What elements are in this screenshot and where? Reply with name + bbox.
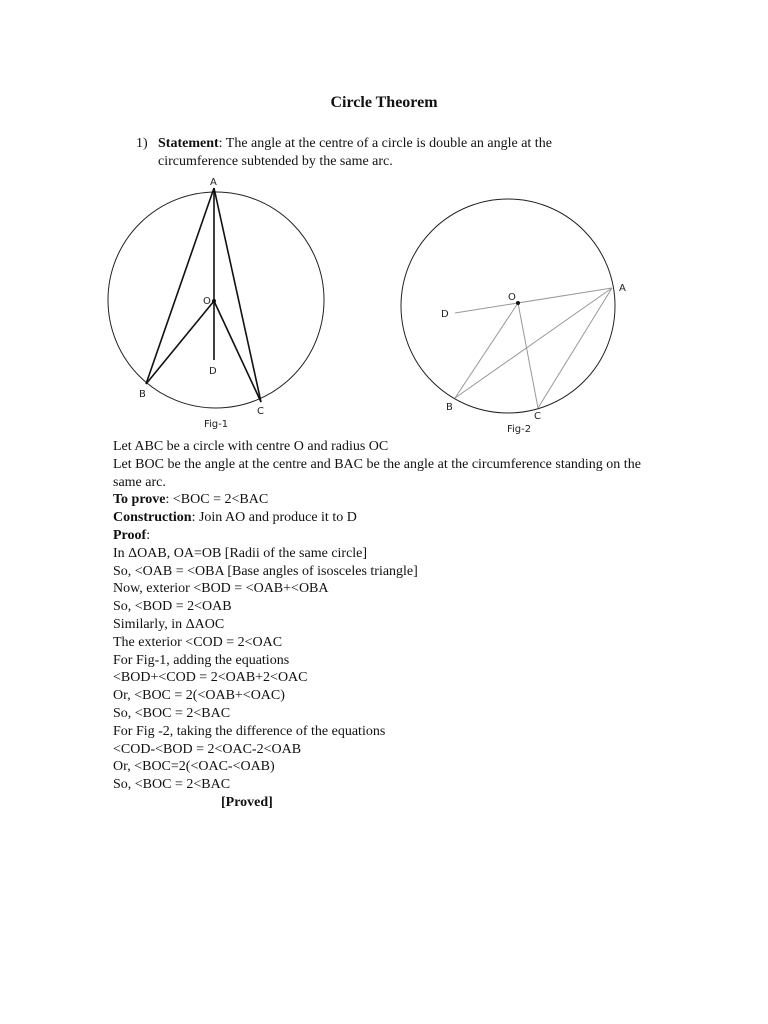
- proof-step: <BOD+<COD = 2<OAB+2<OAC: [113, 670, 308, 686]
- fig2-line-oc: [518, 303, 538, 408]
- construction-label: Construction: [113, 510, 192, 526]
- fig1-label-b: B: [139, 389, 146, 400]
- intro-line-1: Let ABC be a circle with centre O and radius OC: [113, 439, 389, 454]
- proof-step: <COD-<BOD = 2<OAC-2<OAB: [113, 741, 302, 757]
- figures: [0, 170, 768, 445]
- fig1-caption: Fig-1: [204, 419, 229, 430]
- to-prove-label: To prove: [113, 492, 166, 508]
- fig1-line-oc: [214, 301, 261, 402]
- fig1-label-c: C: [257, 406, 264, 417]
- fig1-label-a: A: [210, 177, 217, 188]
- statement: [136, 135, 606, 171]
- proof-step: So, <BOC = 2<BAC: [113, 777, 231, 793]
- fig2-line-ad: [455, 288, 612, 313]
- fig1-center-dot: [212, 299, 216, 303]
- fig1-label-o: O: [203, 296, 211, 307]
- proof-step: In ΔOAB, OA=OB [Radii of the same circle]: [113, 545, 368, 561]
- page-title: Circle Theorem: [330, 94, 438, 111]
- fig2-center-dot: [516, 301, 520, 305]
- proof-step: The exterior <COD = 2<OAC: [113, 634, 283, 650]
- fig2-line-ob: [455, 303, 518, 398]
- to-prove-text: : <BOC = 2<BAC: [165, 492, 269, 508]
- proof-step: Similarly, in ΔAOC: [113, 616, 225, 632]
- figures-svg: [0, 170, 768, 440]
- fig2-label-o: O: [508, 292, 516, 303]
- proof-colon: :: [146, 527, 151, 543]
- figure-1: [108, 177, 324, 430]
- proof-step: So, <BOD = 2<OAB: [113, 599, 232, 615]
- proof-step: So, <OAB = <OBA [Base angles of isosceles triangle]: [113, 563, 418, 579]
- proved-mark: [Proved]: [221, 794, 273, 810]
- fig1-line-ob: [146, 301, 214, 384]
- statement-number: 1): [136, 136, 148, 151]
- proof-step: For Fig -2, taking the difference of the equations: [113, 723, 386, 739]
- proof-step: Now, exterior <BOD = <OAB+<OBA: [113, 581, 329, 597]
- fig2-label-b: B: [446, 402, 453, 413]
- proof-step: For Fig-1, adding the equations: [113, 652, 290, 668]
- fig1-line-ab: [146, 188, 214, 384]
- construction: [113, 509, 653, 527]
- proof-section: [113, 438, 653, 812]
- intro-line-2: Let BOC be the angle at the centre and BAC be the angle at the circumference standing on the same arc.: [113, 456, 641, 490]
- fig1-line-ac: [214, 188, 261, 402]
- to-prove: [113, 491, 653, 509]
- figure-2: [401, 199, 626, 435]
- fig2-label-d: D: [441, 309, 449, 320]
- proof-step: Or, <BOC=2(<OAC-<OAB): [113, 759, 275, 775]
- fig2-label-a: A: [619, 283, 626, 294]
- fig2-label-c: C: [534, 411, 541, 422]
- proof-step: So, <BOC = 2<BAC: [113, 705, 231, 721]
- statement-text: : The angle at the centre of a circle is double an angle at the circumference subtended by the same arc.: [158, 136, 552, 169]
- proof-heading: [113, 527, 653, 545]
- fig2-caption: Fig-2: [507, 424, 532, 435]
- fig1-label-d: D: [209, 366, 217, 377]
- fig2-line-ab: [455, 288, 612, 398]
- fig2-circle: [401, 199, 615, 413]
- construction-text: : Join AO and produce it to D: [191, 510, 357, 526]
- proof-label: Proof: [113, 527, 147, 543]
- proof-step: Or, <BOC = 2(<OAB+<OAC): [113, 688, 285, 704]
- statement-label: Statement: [158, 136, 219, 151]
